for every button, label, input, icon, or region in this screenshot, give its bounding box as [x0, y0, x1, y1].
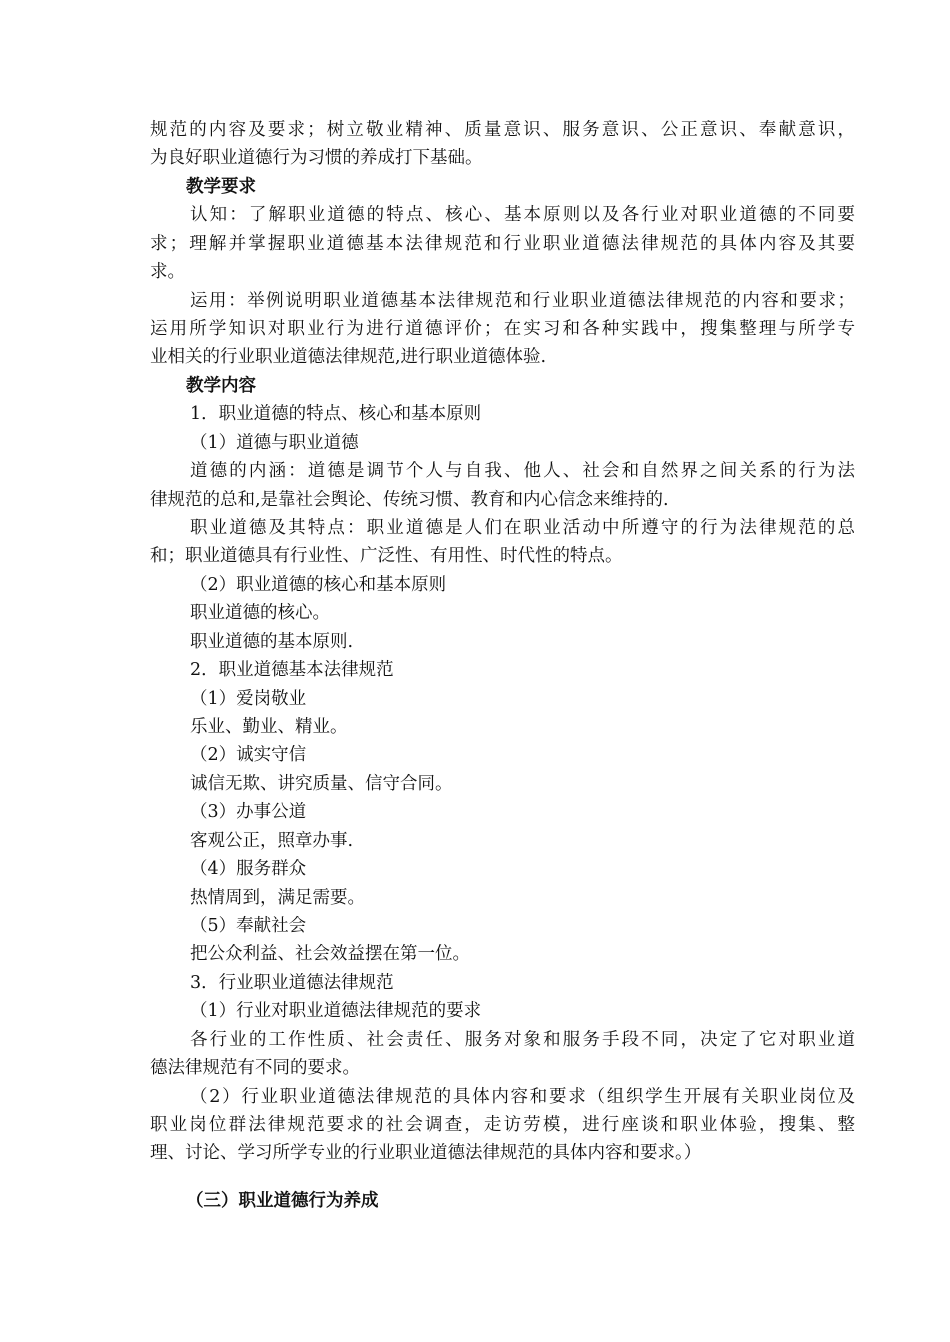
- text-line: 职业道德的核心。: [190, 603, 330, 623]
- numbered-heading: 3．行业职业道德法律规范: [190, 973, 394, 993]
- text-line: 运用所学知识对职业行为进行道德评价；在实习和各种实践中，搜集整理与所学专: [150, 319, 855, 339]
- text-line: 各行业的工作性质、社会责任、服务对象和服务手段不同，决定了它对职业道: [190, 1030, 855, 1050]
- text-line: 热情周到，满足需要。: [190, 888, 365, 908]
- chapter-heading: （三）职业道德行为养成: [186, 1191, 379, 1211]
- sub-heading: （1）行业对职业道德法律规范的要求: [190, 1001, 482, 1021]
- sub-heading: （2）行业职业道德法律规范的具体内容和要求（组织学生开展有关职业岗位及: [190, 1087, 855, 1107]
- text-line: 诚信无欺、讲究质量、信守合同。: [190, 774, 453, 794]
- sub-heading: （5）奉献社会: [190, 916, 307, 936]
- text-line: 职业道德的基本原则.: [190, 632, 354, 652]
- text-line: 求。: [150, 262, 185, 282]
- text-line: 认知：了解职业道德的特点、核心、基本原则以及各行业对职业道德的不同要: [190, 205, 855, 225]
- text-line: 规范的内容及要求；树立敬业精神、质量意识、服务意识、公正意识、奉献意识，: [150, 120, 855, 140]
- sub-heading: （3）办事公道: [190, 802, 307, 822]
- text-line: 把公众利益、社会效益摆在第一位。: [190, 944, 470, 964]
- numbered-heading: 1．职业道德的特点、核心和基本原则: [190, 404, 482, 424]
- text-line: 职业道德及其特点：职业道德是人们在职业活动中所遵守的行为法律规范的总: [190, 518, 855, 538]
- section-heading: 教学内容: [186, 376, 256, 396]
- text-line: 求；理解并掌握职业道德基本法律规范和行业职业道德法律规范的具体内容及其要: [150, 234, 855, 254]
- sub-heading: （1）道德与职业道德: [190, 433, 359, 453]
- text-line: 业相关的行业职业道德法律规范,进行职业道德体验.: [150, 347, 547, 367]
- sub-heading: （2）职业道德的核心和基本原则: [190, 575, 447, 595]
- sub-heading: （2）诚实守信: [190, 745, 307, 765]
- text-line: 乐业、勤业、精业。: [190, 717, 348, 737]
- section-heading: 教学要求: [186, 177, 256, 197]
- text-line: 理、讨论、学习所学专业的行业职业道德法律规范的具体内容和要求。）: [150, 1143, 702, 1163]
- text-line: 道德的内涵：道德是调节个人与自我、他人、社会和自然界之间关系的行为法: [190, 461, 855, 481]
- text-line: 德法律规范有不同的要求。: [150, 1058, 360, 1078]
- text-line: 职业岗位群法律规范要求的社会调查，走访劳模，进行座谈和职业体验，搜集、整: [150, 1115, 855, 1135]
- text-line: 客观公正，照章办事.: [190, 831, 354, 851]
- numbered-heading: 2．职业道德基本法律规范: [190, 660, 394, 680]
- text-line: 运用：举例说明职业道德基本法律规范和行业职业道德法律规范的内容和要求；: [190, 291, 855, 311]
- sub-heading: （1）爱岗敬业: [190, 689, 307, 709]
- text-line: 和；职业道德具有行业性、广泛性、有用性、时代性的特点。: [150, 546, 623, 566]
- text-line: 为良好职业道德行为习惯的养成打下基础。: [150, 148, 483, 168]
- text-line: 律规范的总和,是靠社会舆论、传统习惯、教育和内心信念来维持的.: [150, 490, 669, 510]
- sub-heading: （4）服务群众: [190, 859, 307, 879]
